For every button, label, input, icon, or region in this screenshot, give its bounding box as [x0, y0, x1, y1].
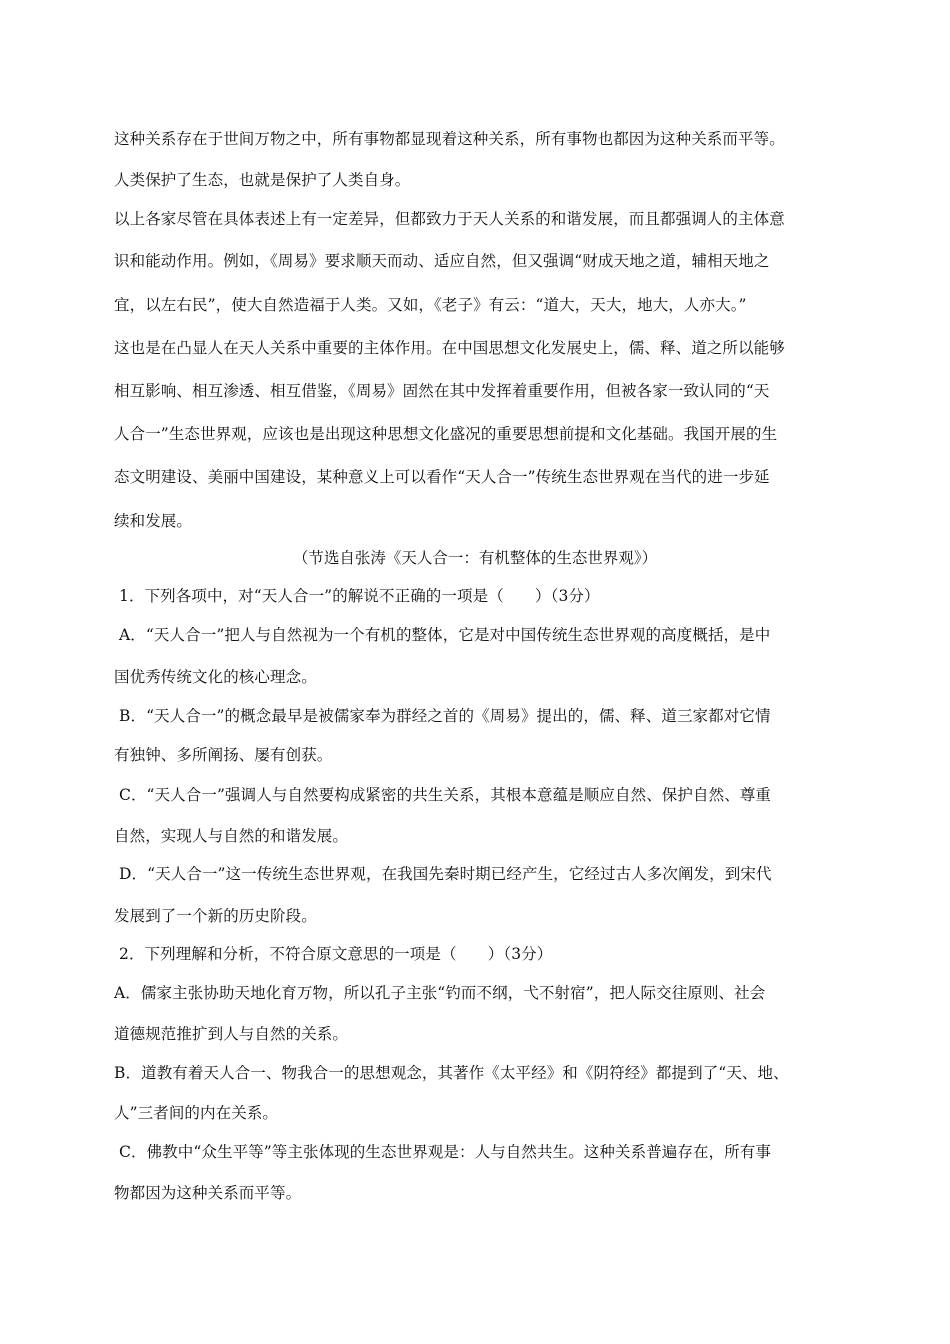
option-line: 道德规范推扩到人与自然的关系。: [114, 1025, 349, 1043]
passage-line: 这种关系存在于世间万物之中，所有事物都显现着这种关系，所有事物也都因为这种关系而平等。: [114, 130, 785, 148]
question-stem: 1．下列各项中，对“天人合一”的解说不正确的一项是（ ）（3分）: [119, 587, 600, 605]
option-line: 有独钟、多所阐扬、屡有创获。: [114, 746, 333, 764]
passage-line: 续和发展。: [114, 512, 193, 530]
option-line: 国优秀传统文化的核心理念。: [114, 668, 317, 686]
option-line: 物都因为这种关系而平等。: [114, 1184, 302, 1202]
option-line: 人”三者间的内在关系。: [114, 1104, 279, 1122]
option-line: B．道教有着天人合一、物我合一的思想观念，其著作《太平经》和《阴符经》都提到了“天、地、: [114, 1064, 789, 1082]
option-line: C．“天人合一”强调人与自然要构成紧密的共生关系，其根本意蕴是顺应自然、保护自然、尊重: [119, 786, 772, 804]
option-line: 自然，实现人与自然的和谐发展。: [114, 827, 349, 845]
option-line: 发展到了一个新的历史阶段。: [114, 907, 317, 925]
option-line: A．“天人合一”把人与自然视为一个有机的整体，它是对中国传统生态世界观的高度概括，是中: [119, 626, 771, 644]
passage-line: 以上各家尽管在具体表述上有一定差异，但都致力于天人关系的和谐发展，而且都强调人的主体意: [114, 210, 785, 228]
passage-line: 人合一”生态世界观，应该也是出现这种思想文化盛况的重要思想前提和文化基础。我国开展的生: [114, 425, 778, 443]
option-line: D．“天人合一”这一传统生态世界观，在我国先秦时期已经产生，它经过古人多次阐发，到宋代: [119, 865, 772, 883]
passage-line: 态文明建设、美丽中国建设，某种意义上可以看作“天人合一”传统生态世界观在当代的进一步延: [114, 468, 770, 486]
passage-line: 识和能动作用。例如，《周易》要求顺天而动、适应自然，但又强调“财成天地之道，辅相天地之: [114, 252, 770, 270]
question-stem: 2．下列理解和分析，不符合原文意思的一项是（ ）（3分）: [119, 945, 553, 963]
passage-line: 宜，以左右民”，使大自然造福于人类。又如，《老子》有云：“道大，天大，地大，人亦大。”: [114, 296, 747, 314]
option-line: C．佛教中“众生平等”等主张体现的生态世界观是：人与自然共生。这种关系普遍存在，所有事: [119, 1143, 772, 1161]
option-line: B．“天人合一”的概念最早是被儒家奉为群经之首的《周易》提出的，儒、释、道三家都对它情: [119, 707, 771, 725]
passage-source: （节选自张涛《天人合一：有机整体的生态世界观》）: [292, 549, 658, 567]
passage-line: 这也是在凸显人在天人关系中重要的主体作用。在中国思想文化发展史上，儒、释、道之所以能够: [114, 339, 785, 357]
option-line: A．儒家主张协助天地化育万物，所以孔子主张“钓而不纲，弋不射宿”，把人际交往原则、社会: [114, 984, 766, 1002]
passage-line: 相互影响、相互渗透、相互借鉴，《周易》固然在其中发挥着重要作用，但被各家一致认同的“天: [114, 382, 770, 400]
passage-line: 人类保护了生态，也就是保护了人类自身。: [114, 171, 411, 189]
